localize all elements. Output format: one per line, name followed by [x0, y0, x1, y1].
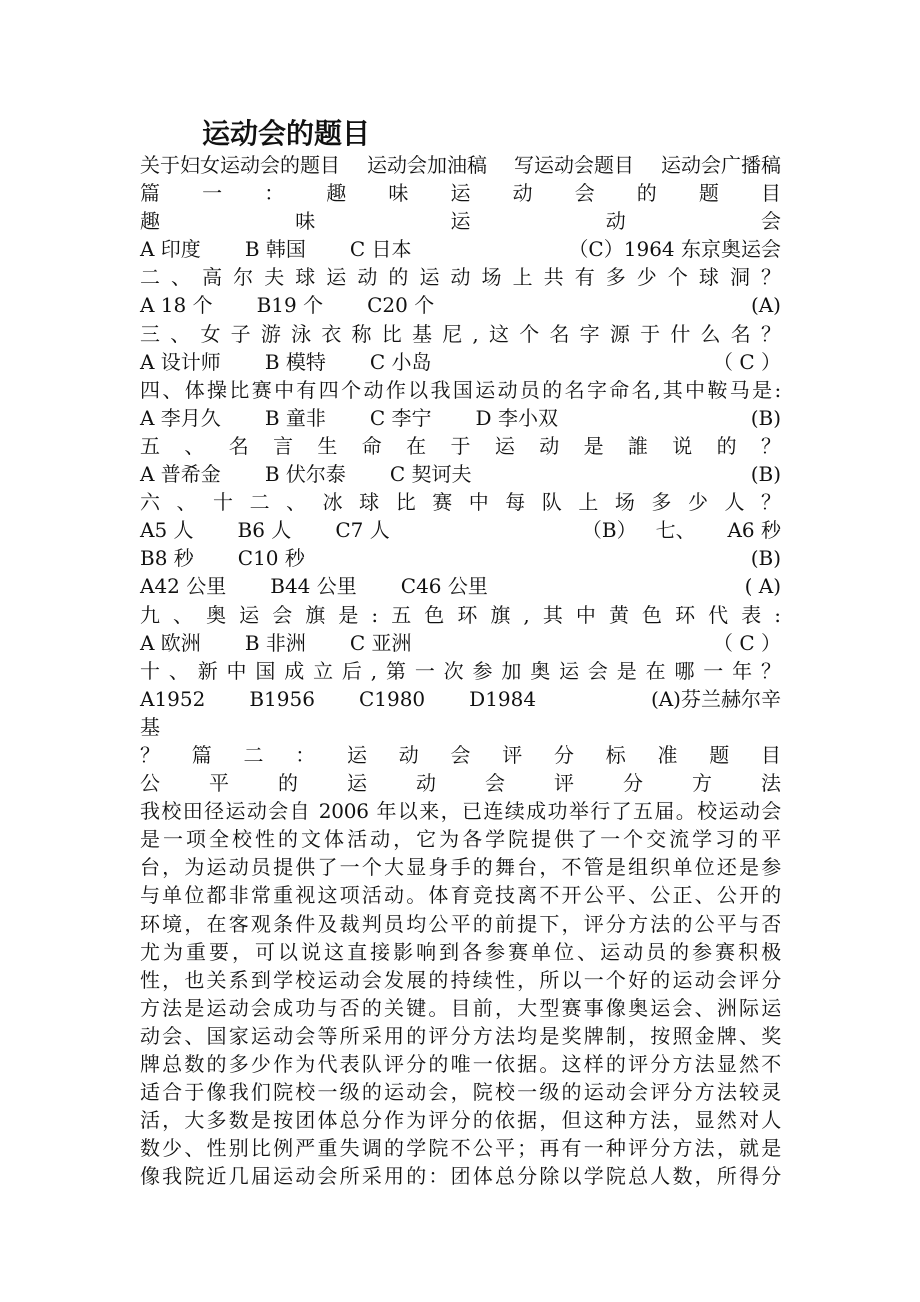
option-text: 基: [140, 714, 160, 739]
text-line: 活，大多数是按团体总分作为评分的依据，但这种方法，显然对人: [140, 1108, 781, 1133]
option-text: B 童非: [264, 405, 326, 430]
text-line: [140, 516, 781, 544]
option-text: D 李小双: [475, 405, 558, 430]
answer-text: (B): [750, 546, 781, 571]
option-text: B19 个: [256, 293, 324, 318]
text-line: ？篇二：运动会评分标准题目: [140, 742, 781, 767]
option-text: C20 个: [367, 293, 435, 318]
option-text: C10 秒: [237, 546, 305, 571]
option-text: B8 秒: [140, 546, 194, 571]
text-line: 篇一：趣味运动会的题目: [140, 181, 781, 206]
text-line: 方法是运动会成功与否的关键。目前，大型赛事像奥运会、洲际运: [140, 995, 781, 1020]
text-line: 与单位都非常重视这项活动。体育竞技离不开公平、公正、公开的: [140, 883, 781, 908]
text-segment: 关于妇女运动会的题目: [140, 153, 340, 177]
text-line: 趣味运动会: [140, 209, 781, 234]
option-text: C 亚洲: [349, 630, 412, 655]
option-text: C 李宁: [369, 405, 432, 430]
option-text: B 韩国: [244, 237, 306, 262]
document-title: 运动会的题目: [202, 117, 371, 150]
option-text: C 契诃夫: [389, 462, 472, 487]
option-text: C 日本: [349, 237, 412, 262]
text-segment: 运动会加油稿: [367, 153, 487, 177]
option-text: A 18 个: [140, 293, 213, 318]
text-line: [140, 235, 781, 263]
text-line: [140, 685, 781, 713]
text-line: [140, 629, 781, 657]
option-text: A 欧洲: [140, 630, 201, 655]
text-line: 三、女子游泳衣称比基尼,这个名字源于什么名？: [140, 321, 781, 346]
text-line: 九、奥运会旗是:五色环旗,其中黄色环代表:: [140, 602, 781, 627]
text-line: [140, 291, 781, 319]
answer-text: （ C ）: [712, 630, 781, 655]
text-line: [140, 713, 781, 741]
text-line: 公平的运动会评分方法: [140, 771, 781, 796]
answer-text: （B） 七、 A6 秒: [581, 518, 781, 543]
option-text: C7 人: [335, 518, 390, 543]
option-text: B44 公里: [270, 574, 357, 599]
text-line: 是一项全校性的文体活动，它为各学院提供了一个交流学习的平: [140, 827, 781, 852]
text-line: 我校田径运动会自 2006 年以来，已连续成功举行了五届。校运动会: [140, 799, 781, 824]
option-text: C 小岛: [369, 349, 432, 374]
answer-text: ( A): [744, 574, 781, 599]
option-text: B1956: [249, 686, 315, 711]
option-text: A 普希金: [140, 462, 221, 487]
text-line: [140, 460, 781, 488]
option-text: A1952: [140, 686, 206, 711]
answer-text: (A): [750, 293, 781, 318]
text-line: [140, 572, 781, 600]
answer-text: (A)芬兰赫尔辛: [650, 686, 781, 711]
text-line: 环境，在客观条件及裁判员均公平的前提下，评分方法的公平与否: [140, 911, 781, 936]
option-text: A 设计师: [140, 349, 221, 374]
option-text: B6 人: [237, 518, 292, 543]
text-line: [140, 404, 781, 432]
text-line: 动会、国家运动会等所采用的评分方法均是奖牌制，按照金牌、奖: [140, 1023, 781, 1048]
option-text: A 印度: [140, 237, 201, 262]
text-segment: 运动会广播稿: [661, 153, 781, 177]
option-text: A42 公里: [140, 574, 227, 599]
option-text: C1980: [358, 686, 426, 711]
option-text: B 模特: [264, 349, 326, 374]
option-text: A5 人: [140, 518, 194, 543]
answer-text: (B): [750, 405, 781, 430]
text-segment: 写运动会题目: [514, 153, 634, 177]
text-line: 适合于像我们院校一级的运动会，院校一级的运动会评分方法较灵: [140, 1080, 781, 1105]
text-line: [140, 544, 781, 572]
text-line: [140, 348, 781, 376]
option-text: B 伏尔泰: [264, 462, 346, 487]
text-line: 二、高尔夫球运动的运动场上共有多少个球洞？: [140, 265, 781, 290]
text-line: 十、新中国成立后,第一次参加奥运会是在哪一年？: [140, 658, 781, 683]
answer-text: （ C ）: [712, 349, 781, 374]
text-line: 像我院近几届运动会所采用的：团体总分除以学院总人数，所得分: [140, 1164, 781, 1189]
document-body: [140, 151, 781, 1190]
answer-text: （C）1964 东京奥运会: [568, 237, 781, 262]
option-text: A 李月久: [140, 405, 221, 430]
text-line: 五、名言生命在于运动是誰说的？: [140, 433, 781, 458]
text-line: 牌总数的多少作为代表队评分的唯一依据。这样的评分方法显然不: [140, 1052, 781, 1076]
option-text: C46 公里: [400, 574, 488, 599]
text-line: 台，为运动员提供了一个大显身手的舞台，不管是组织单位还是参: [140, 855, 781, 880]
text-line: 六、十二、冰球比赛中每队上场多少人？: [140, 490, 781, 515]
text-line: 数少、性别比例严重失调的学院不公平；再有一种评分方法，就是: [140, 1136, 781, 1161]
option-text: B 非洲: [244, 630, 306, 655]
text-line: 性，也关系到学校运动会发展的持续性，所以一个好的运动会评分: [140, 967, 781, 992]
option-text: D1984: [469, 686, 537, 711]
text-line: [140, 151, 781, 179]
answer-text: (B): [750, 462, 781, 487]
text-line: 四、体操比赛中有四个动作以我国运动员的名字命名,其中鞍马是:: [140, 377, 781, 402]
text-line: 尤为重要，可以说这直接影响到各参赛单位、运动员的参赛积极: [140, 939, 781, 964]
